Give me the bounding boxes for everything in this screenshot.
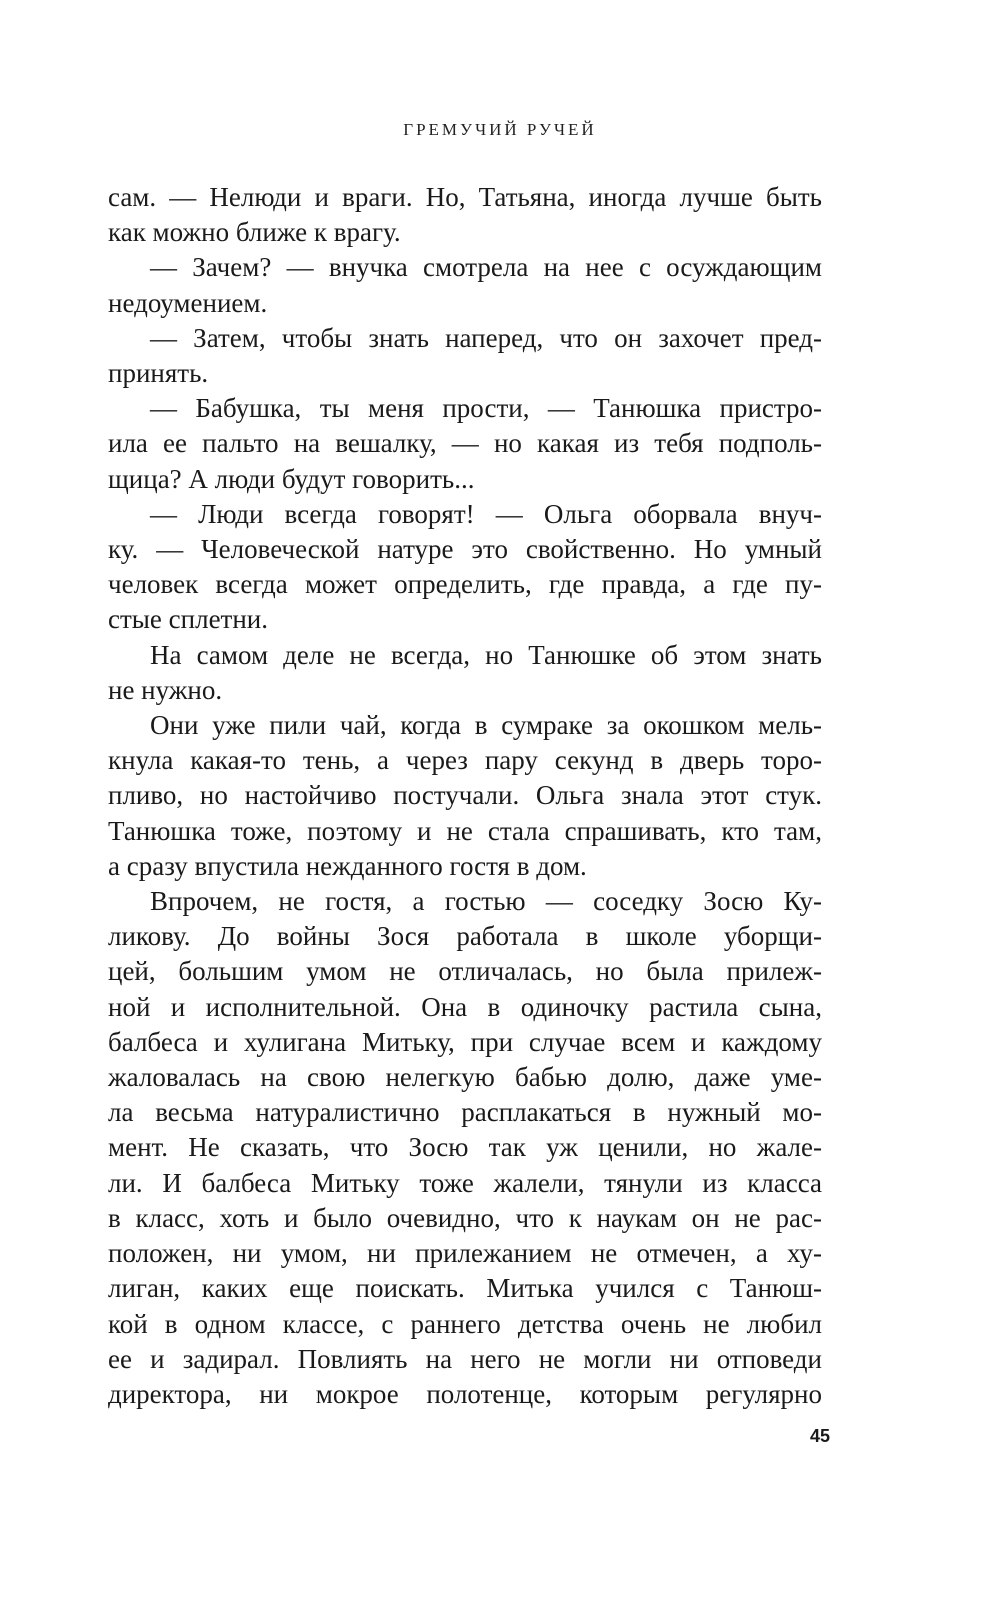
text-line: положен, ни умом, ни прилежанием не отмечен, а ху- xyxy=(108,1238,822,1269)
text-line: ее и задирал. Повлиять на него не могли ни отповеди xyxy=(108,1343,822,1374)
text-line: мент. Не сказать, что Зосю так уж ценили, но жале- xyxy=(108,1132,822,1163)
text-line: ной и исполнительной. Она в одиночку растила сына, xyxy=(108,991,822,1022)
text-line: принять. xyxy=(108,358,209,389)
running-head: ГРЕМУЧИЙ РУЧЕЙ xyxy=(403,120,597,139)
text-line: а сразу впустила нежданного гостя в дом. xyxy=(108,850,587,881)
text-line: как можно ближе к врагу. xyxy=(108,217,401,248)
text-line: не нужно. xyxy=(108,674,223,705)
text-line: балбеса и хулигана Митьку, при случае всем и каждому xyxy=(108,1026,822,1057)
text-line: — Затем, чтобы знать наперед, что он захочет пред- xyxy=(150,322,822,353)
text-line: — Люди всегда говорят! — Ольга оборвала внуч- xyxy=(150,498,822,529)
text-line: — Зачем? — внучка смотрела на нее с осуждающим xyxy=(150,252,822,283)
text-line: Они уже пили чай, когда в сумраке за окошком мель- xyxy=(150,710,822,741)
text-line: пливо, но настойчиво постучали. Ольга знала этот стук. xyxy=(108,780,822,811)
text-line: Впрочем, не гостя, а гостью — соседку Зосю Ку- xyxy=(150,886,822,917)
text-line: ли. И балбеса Митьку тоже жалели, тянули из класса xyxy=(108,1167,822,1198)
text-line: кой в одном классе, с раннего детства очень не любил xyxy=(108,1308,822,1339)
text-line: щица? А люди будут говорить... xyxy=(108,463,475,494)
text-line: сам. — Нелюди и враги. Но, Татьяна, иногда лучше быть xyxy=(108,182,822,212)
text-line: ла весьма натуралистично расплакаться в нужный мо- xyxy=(108,1097,822,1128)
body-text xyxy=(108,180,822,1412)
text-line: — Бабушка, ты меня прости, — Танюшка пристро- xyxy=(150,393,822,424)
text-line: Танюшка тоже, поэтому и не стала спрашивать, кто там, xyxy=(108,815,822,846)
text-line: недоумением. xyxy=(108,287,268,318)
text-line: жаловалась на свою нелегкую бабью долю, даже уме- xyxy=(108,1062,822,1093)
text-line: На самом деле не всегда, но Танюшке об этом знать xyxy=(150,639,822,670)
text-line: человек всегда может определить, где правда, а где пу- xyxy=(108,569,822,600)
text-line: ликову. До войны Зося работала в школе уборщи- xyxy=(108,921,822,952)
page-number: 45 xyxy=(809,1426,830,1446)
text-line: директора, ни мокрое полотенце, которым регулярно xyxy=(108,1378,822,1409)
text-line: лиган, каких еще поискать. Митька учился с Танюш- xyxy=(108,1273,822,1304)
text-line: кнула какая-то тень, а через пару секунд в дверь торо- xyxy=(108,745,822,776)
text-line: ила ее пальто на вешалку, — но какая из тебя подполь- xyxy=(108,428,822,459)
text-line: стые сплетни. xyxy=(108,604,268,635)
text-line: ку. — Человеческой натуре это свойственно. Но умный xyxy=(108,534,822,565)
text-line: цей, большим умом не отличалась, но была прилеж- xyxy=(108,956,822,987)
text-line: в класс, хоть и было очевидно, что к наукам он не рас- xyxy=(108,1202,822,1233)
